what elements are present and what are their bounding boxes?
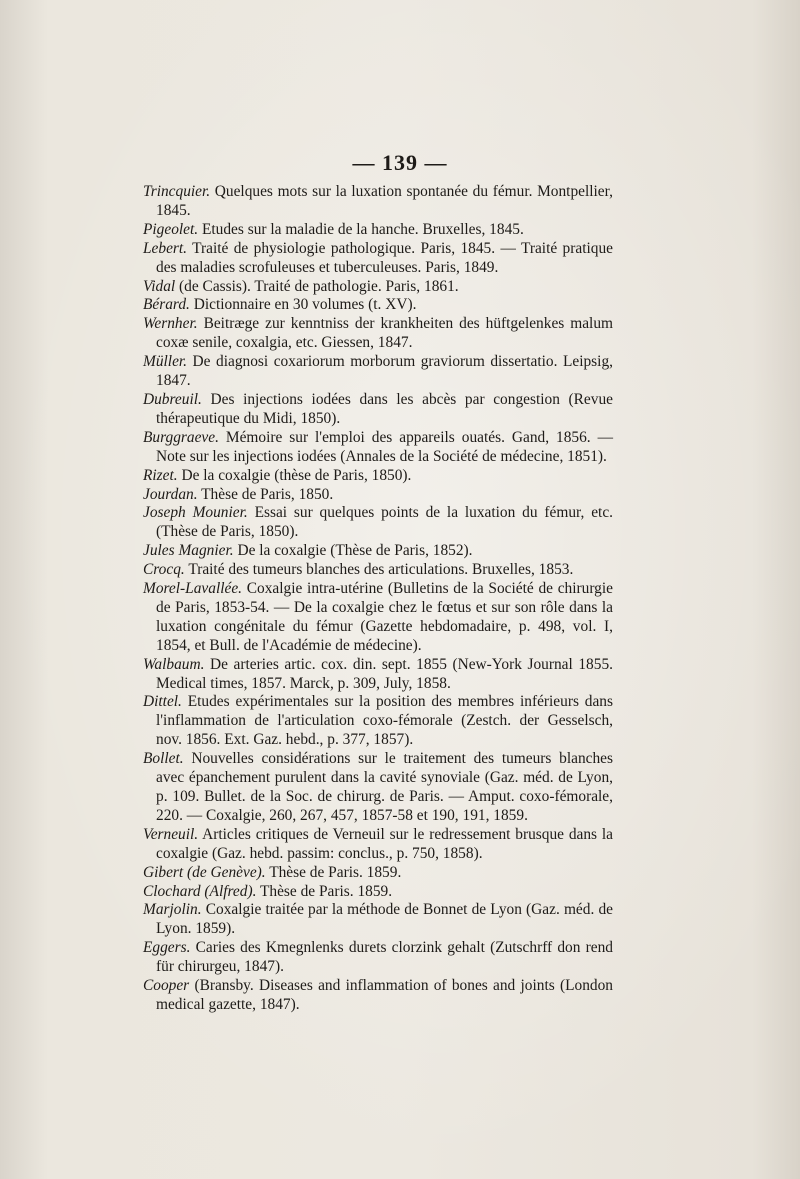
entry-author: Verneuil. bbox=[143, 825, 199, 843]
entry-text: Quelques mots sur la luxation spontanée du fémur. Montpellier, 1845. bbox=[156, 183, 613, 219]
entry-text: Beitræge zur kenntniss der krankheiten des hüftgelenkes malum coxæ senile, coxalgia, etc. Giessen, 1847. bbox=[156, 315, 613, 352]
bibliography-entry bbox=[143, 939, 613, 977]
entry-text: Traité des tumeurs blanches des articulations. Bruxelles, 1853. bbox=[184, 561, 574, 579]
bibliography-entry bbox=[143, 750, 613, 826]
bibliography-entry bbox=[143, 296, 613, 315]
entry-text: Mémoire sur l'emploi des appareils ouatés. Gand, 1856. — Note sur les injections iodées (Annales de la Société de médecine, 1851). bbox=[156, 428, 613, 465]
entry-author: Clochard (Alfred). bbox=[143, 882, 257, 900]
entry-author: Trincquier. bbox=[143, 183, 211, 200]
entry-author: Rizet. bbox=[143, 466, 178, 484]
bibliography-entry bbox=[143, 486, 613, 505]
entry-author: Pigeolet. bbox=[143, 220, 199, 238]
entry-text: Coxalgie traitée par la méthode de Bonnet de Lyon (Gaz. méd. de Lyon. 1859). bbox=[156, 901, 613, 938]
bibliography-entry bbox=[143, 240, 613, 278]
bibliography-entry bbox=[143, 542, 613, 561]
bibliography-entry bbox=[143, 977, 613, 1015]
entry-text: (de Cassis). Traité de pathologie. Paris, 1861. bbox=[175, 277, 459, 295]
bibliography-entry bbox=[143, 901, 613, 939]
bibliography-entry bbox=[143, 504, 613, 542]
entry-text: Nouvelles considérations sur le traitement des tumeurs blanches avec épanchement purulent dans la cavité synoviale (Gaz. méd. de Lyon, p. 109. Bullet. de la Soc. de chirurg. de Paris. — Amput. coxo-fémorale, 220. — Coxalgie, 260, 267, 457, 1857-58 et 190, 191, 1859. bbox=[156, 750, 613, 824]
entry-author: Morel-Lavallée. bbox=[143, 580, 243, 598]
entry-text: Thèse de Paris, 1850. bbox=[197, 485, 334, 503]
entry-text: Essai sur quelques points de la luxation du fémur, etc. (Thèse de Paris, 1850). bbox=[156, 504, 614, 541]
entry-author: Jourdan. bbox=[143, 485, 198, 503]
entry-author: Walbaum. bbox=[143, 655, 205, 673]
bibliography-entry bbox=[143, 221, 613, 240]
bibliography-entry bbox=[143, 883, 613, 902]
entry-text: Thèse de Paris. 1859. bbox=[256, 882, 393, 900]
bibliography-entry bbox=[143, 278, 613, 297]
entry-author: Wernher. bbox=[143, 315, 198, 333]
bibliography-list bbox=[143, 183, 613, 1015]
bibliography-entry bbox=[143, 864, 613, 883]
bibliography-entry bbox=[143, 429, 613, 467]
bibliography-entry bbox=[143, 391, 613, 429]
entry-text: De la coxalgie (thèse de Paris, 1850). bbox=[177, 466, 412, 484]
bibliography-entry bbox=[143, 656, 613, 694]
entry-author: Dittel. bbox=[143, 693, 182, 711]
entry-text: Caries des Kmegnlenks durets clorzink gehalt (Zutschrff don rend für chirurgeu, 1847). bbox=[156, 939, 613, 976]
entry-text: De arteries artic. cox. din. sept. 1855 (New-York Journal 1855. Medical times, 1857. Marck, p. 309, July, 1858. bbox=[156, 655, 613, 692]
entry-text: Etudes expérimentales sur la position des membres inférieurs dans l'inflammation de l'articulation coxo-fémorale (Zestch. der Gesselsch, nov. 1856. Ext. Gaz. hebd., p. 377, 1857). bbox=[156, 693, 613, 749]
bibliography-entry bbox=[143, 580, 613, 656]
entry-author: Vidal bbox=[143, 277, 176, 295]
entry-author: Gibert (de Genève). bbox=[143, 863, 266, 881]
entry-text: Des injections iodées dans les abcès par congestion (Revue thérapeutique du Midi, 1850). bbox=[156, 390, 613, 427]
entry-author: Jules Magnier. bbox=[143, 542, 234, 560]
entry-author: Joseph Mounier. bbox=[143, 504, 248, 522]
entry-author: Marjolin. bbox=[143, 901, 202, 919]
entry-text: Dictionnaire en 30 volumes (t. XV). bbox=[189, 296, 417, 314]
entry-author: Burggraeve. bbox=[143, 428, 219, 446]
entry-author: Cooper bbox=[143, 977, 190, 995]
bibliography-entry bbox=[143, 467, 613, 486]
entry-text: Etudes sur la maladie de la hanche. Bruxelles, 1845. bbox=[198, 220, 524, 238]
entry-author: Bérard. bbox=[143, 296, 190, 314]
page-number: — 139 — bbox=[352, 150, 448, 175]
entry-text: Traité de physiologie pathologique. Paris, 1845. — Traité pratique des maladies scrofuleuses et tuberculeuses. Paris, 1849. bbox=[156, 239, 613, 276]
bibliography-entry bbox=[143, 826, 613, 864]
entry-text: De diagnosi coxariorum morborum graviorum dissertatio. Leipsig, 1847. bbox=[156, 353, 613, 390]
entry-text: Articles critiques de Verneuil sur le redressement brusque dans la coxalgie (Gaz. hebd. passim: conclus., p. 750, 1858). bbox=[156, 825, 613, 862]
bibliography-entry bbox=[143, 693, 613, 750]
entry-text: Coxalgie intra-utérine (Bulletins de la Société de chirurgie de Paris, 1853-54. — De la coxalgie chez le fœtus et sur son rôle dans la luxation congénitale du fémur (Gazette hebdomadaire, p. 498, vol. I, 1854, et Bull. de l'Académie de médecine). bbox=[156, 580, 613, 654]
bibliography-entry bbox=[143, 183, 613, 221]
entry-author: Eggers. bbox=[143, 939, 191, 957]
entry-author: Lebert. bbox=[143, 239, 188, 257]
entry-text: (Bransby. Diseases and inflammation of bones and joints (London medical gazette, 1847). bbox=[156, 977, 613, 1013]
entry-author: Crocq. bbox=[143, 561, 185, 579]
entry-author: Bollet. bbox=[143, 750, 184, 768]
entry-author: Müller. bbox=[143, 353, 188, 371]
entry-text: De la coxalgie (Thèse de Paris, 1852). bbox=[233, 542, 473, 560]
entry-author: Dubreuil. bbox=[143, 390, 202, 408]
bibliography-entry bbox=[143, 561, 613, 580]
entry-text: Thèse de Paris. 1859. bbox=[265, 863, 402, 881]
bibliography-entry bbox=[143, 353, 613, 391]
bibliography-entry bbox=[143, 315, 613, 353]
